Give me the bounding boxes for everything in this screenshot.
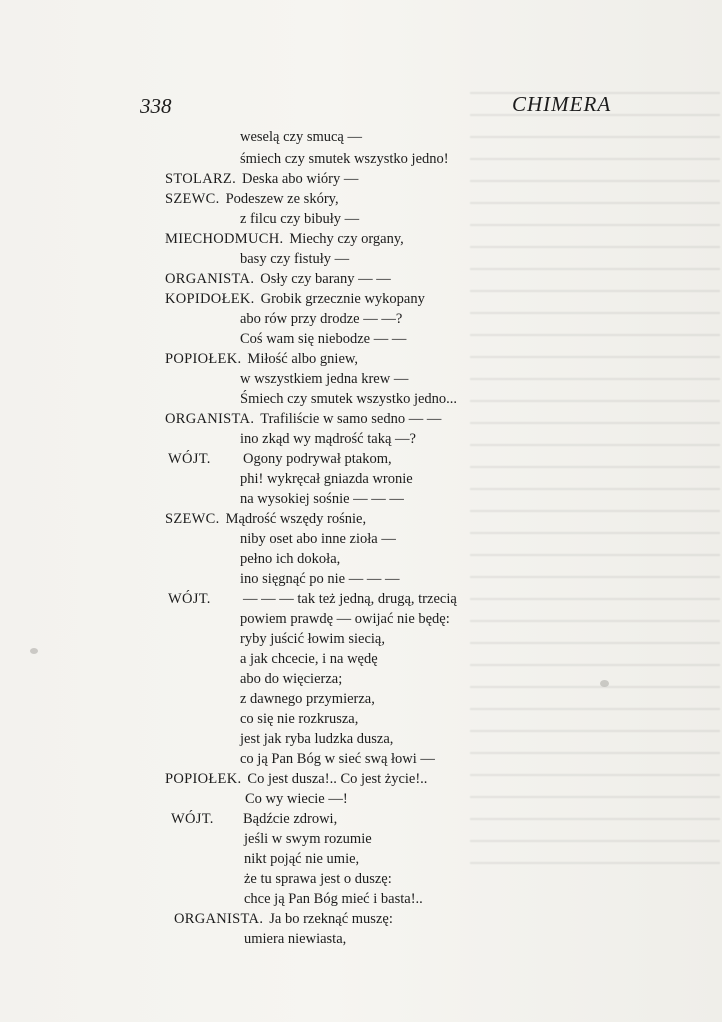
dialogue-text: Miechy czy organy,	[289, 231, 404, 247]
verse-line	[165, 510, 366, 528]
verse-line	[165, 230, 404, 248]
dialogue-text: Co jest dusza!.. Co jest życie!..	[247, 771, 428, 787]
verse-line	[244, 850, 359, 868]
verse-line	[240, 330, 406, 348]
verse-line	[240, 630, 385, 648]
verse-line	[165, 350, 358, 368]
dialogue-text: Trafiliście w samo sedno — —	[260, 411, 442, 427]
verse-line	[165, 770, 427, 788]
dialogue-text: co się nie rozkrusza,	[240, 711, 359, 727]
verse-line	[165, 410, 441, 428]
running-head: CHIMERA	[512, 92, 612, 116]
dialogue-text: basy czy fistuły —	[240, 251, 350, 267]
dialogue-text: abo do więcierza;	[240, 671, 343, 687]
speaker-name: WÓJT.	[168, 591, 211, 607]
verse-line	[240, 490, 404, 508]
speaker-name: SZEWC.	[165, 511, 220, 527]
verse-line	[244, 890, 423, 908]
page-number: 338	[140, 94, 172, 118]
verse-line	[240, 470, 413, 488]
dialogue-text: powiem prawdę — owijać nie będę:	[240, 611, 450, 627]
paper-spot	[600, 680, 609, 687]
verse-line	[240, 550, 340, 568]
dialogue-text: weselą czy smucą —	[240, 129, 362, 145]
dialogue-text: Deska abo wióry —	[242, 171, 359, 187]
verse-line	[240, 650, 378, 668]
verse-line	[244, 870, 392, 888]
dialogue-text: co ją Pan Bóg w sieć swą łowi —	[240, 751, 435, 767]
dialogue-text: a jak chcecie, i na wędę	[240, 651, 378, 667]
speaker-name: POPIOŁEK.	[165, 351, 242, 367]
dialogue-text: że tu sprawa jest o duszę:	[244, 871, 392, 887]
verse-line	[240, 710, 358, 728]
verse-line	[240, 150, 449, 168]
dialogue-text: z dawnego przymierza,	[240, 691, 375, 707]
verse-line	[244, 930, 346, 948]
dialogue-text: umiera niewiasta,	[244, 931, 347, 947]
dialogue-text: ryby juścić łowim siecią,	[240, 631, 385, 647]
dialogue-text: śmiech czy smutek wszystko jedno!	[240, 151, 449, 167]
verse-line	[240, 530, 396, 548]
dialogue-text: z filcu czy bibuły —	[240, 211, 360, 227]
dialogue-text: Osły czy barany — —	[260, 271, 391, 287]
verse-line	[165, 190, 339, 208]
dialogue-text: w wszystkiem jedna krew —	[240, 371, 409, 387]
dialogue-text: Coś wam się niebodze — —	[240, 331, 407, 347]
dialogue-text: Ogony podrywał ptakom,	[243, 451, 392, 467]
dialogue-text: pełno ich dokoła,	[240, 551, 341, 567]
dialogue-text: ino sięgnąć po nie — — —	[240, 571, 400, 587]
speaker-name: KOPIDOŁEK.	[165, 291, 255, 307]
verse-line	[240, 370, 408, 388]
dialogue-text: Mądrość wszędy rośnie,	[225, 511, 367, 527]
speaker-name: MIECHODMUCH.	[165, 231, 284, 247]
verse-line	[168, 590, 457, 608]
dialogue-text: Śmiech czy smutek wszystko jedno...	[240, 391, 458, 407]
verse-line	[171, 810, 338, 828]
dialogue-text: Bądźcie zdrowi,	[243, 811, 338, 827]
verse-line	[168, 450, 392, 468]
verse-line	[174, 910, 393, 928]
dialogue-text: — — — tak też jedną, drugą, trzecią	[243, 591, 457, 607]
verse-line	[245, 790, 348, 808]
dialogue-text: Grobik grzecznie wykopany	[260, 291, 425, 307]
dialogue-text: Podeszew ze skóry,	[225, 191, 339, 207]
verse-line	[240, 670, 342, 688]
speaker-name: ORGANISTA.	[165, 271, 255, 287]
verse-line	[240, 310, 402, 328]
dialogue-text: Co wy wiecie —!	[245, 791, 348, 807]
verse-line	[240, 210, 359, 228]
verse-line	[240, 570, 399, 588]
verse-line	[240, 250, 349, 268]
dialogue-text: niby oset abo inne zioła —	[240, 531, 396, 547]
speaker-name: ORGANISTA.	[174, 911, 264, 927]
paper-spot	[30, 648, 38, 654]
verse-line	[240, 690, 375, 708]
verse-line	[240, 730, 393, 748]
verse-line	[165, 170, 358, 188]
speaker-name: POPIOŁEK.	[165, 771, 242, 787]
dialogue-text: phi! wykręcał gniazda wronie	[240, 471, 413, 487]
verse-line	[165, 290, 425, 308]
dialogue-text: Miłość albo gniew,	[247, 351, 359, 367]
dialogue-text: Ja bo rzeknąć muszę:	[269, 911, 393, 927]
dialogue-text: abo rów przy drodze — —?	[240, 311, 403, 327]
dialogue-text: ino zkąd wy mądrość taką —?	[240, 431, 416, 447]
dialogue-text: chce ją Pan Bóg mieć i basta!..	[244, 891, 423, 907]
speaker-name: STOLARZ.	[165, 171, 237, 187]
verse-line	[240, 128, 362, 146]
speaker-name: WÓJT.	[168, 451, 211, 467]
dialogue-text: jeśli w swym rozumie	[244, 831, 372, 847]
speaker-name: ORGANISTA.	[165, 411, 255, 427]
speaker-name: WÓJT.	[171, 811, 214, 827]
speaker-name: SZEWC.	[165, 191, 220, 207]
dialogue-text: na wysokiej sośnie — — —	[240, 491, 404, 507]
verse-line	[240, 430, 416, 448]
show-through-text	[470, 80, 720, 880]
verse-line	[240, 390, 457, 408]
verse-line	[165, 270, 391, 288]
verse-line	[240, 610, 450, 628]
verse-line	[244, 830, 372, 848]
dialogue-text: jest jak ryba ludzka dusza,	[240, 731, 394, 747]
verse-line	[240, 750, 435, 768]
dialogue-text: nikt pojąć nie umie,	[244, 851, 360, 867]
